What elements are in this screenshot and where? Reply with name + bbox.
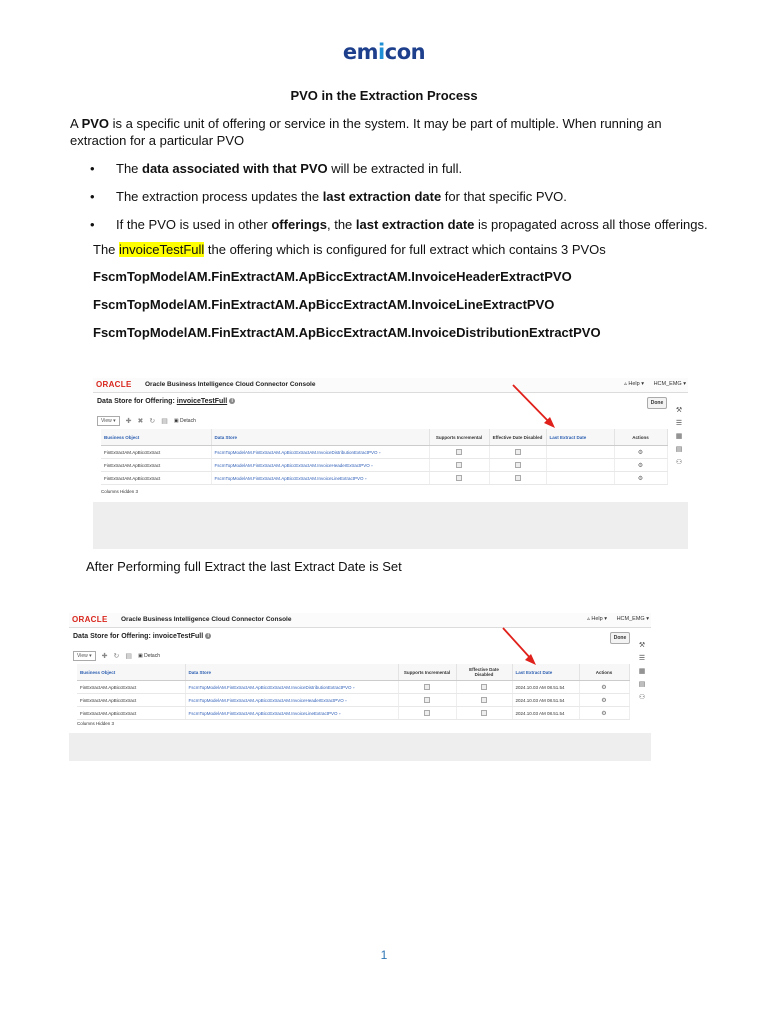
data-store-table [101,429,668,485]
data-store-link[interactable]: FscmTopModelAM.FinExtractAM.ApBiccExtractAM.InvoiceLineExtractPVO ▫ [185,707,398,720]
col-business-object[interactable]: Business Object [77,664,185,681]
table-row[interactable] [101,459,667,472]
effective-date-checkbox[interactable] [489,459,546,472]
data-store-title: Data Store for Offering: invoiceTestFull i [97,398,235,405]
supports-incremental-checkbox[interactable] [429,446,489,459]
side-rail [633,641,651,701]
columns-hidden-label: Columns Hidden 3 [77,721,115,726]
console-title: Oracle Business Intelligence Cloud Connector Console [145,381,316,388]
detach-button[interactable]: ▣ Detach [138,653,160,659]
effective-date-checkbox[interactable] [456,694,512,707]
col-supports-incremental: Supports Incremental [398,664,456,681]
table-row[interactable] [101,472,667,485]
supports-incremental-checkbox[interactable] [398,694,456,707]
table-row[interactable] [101,446,667,459]
clipboard-icon[interactable]: ▤ [675,446,683,453]
table-toolbar [73,651,160,661]
comment-icon[interactable]: ▫ [371,462,373,468]
columns-hidden-label: Columns Hidden 3 [101,489,139,494]
supports-incremental-checkbox[interactable] [429,472,489,485]
bullet-item: • The data associated with that PVO will be extracted in full. [90,161,463,176]
data-store-link[interactable]: FscmTopModelAM.FinExtractAM.ApBiccExtractAM.InvoiceHeaderExtractPVO ▫ [185,694,398,707]
col-supports-incremental: Supports Incremental [429,429,489,446]
clipboard-icon[interactable]: ▤ [638,681,646,688]
supports-incremental-checkbox[interactable] [398,707,456,720]
view-menu[interactable]: View ▾ [73,651,96,661]
business-object-cell: FinExtractAM.ApBiccExtract [77,694,185,707]
last-extract-date-cell [546,459,614,472]
hierarchy-icon[interactable]: ☰ [638,655,646,662]
last-extract-date-cell [546,472,614,485]
bullet-item: • The extraction process updates the last extraction date for that specific PVO. [90,189,567,204]
data-store-link[interactable]: FscmTopModelAM.FinExtractAM.ApBiccExtractAM.InvoiceDistributionExtractPVO ▫ [211,446,429,459]
page-number: 1 [380,948,388,962]
oracle-logo: ORACLE [96,380,132,389]
info-icon: i [229,398,235,404]
data-store-table [77,664,630,720]
business-object-cell: FinExtractAM.ApBiccExtract [77,681,185,694]
col-last-extract-date[interactable]: Last Extract Date [512,664,579,681]
emicon-logo: emicon [342,40,426,64]
caption: After Performing full Extract the last Extract Date is Set [86,559,402,574]
pvo-name: FscmTopModelAM.FinExtractAM.ApBiccExtractAM.InvoiceDistributionExtractPVO [93,325,601,340]
export-icon[interactable]: ▤ [161,418,168,425]
effective-date-checkbox[interactable] [489,472,546,485]
info-icon: i [205,633,211,639]
done-button[interactable]: Done [647,397,667,409]
table-row[interactable] [77,681,629,694]
effective-date-checkbox[interactable] [456,681,512,694]
bullet-item: • If the PVO is used in other offerings, the last extraction date is propagated across all those offerings. [90,217,708,232]
tools-icon[interactable]: ⚒ [638,642,646,649]
help-menu[interactable]: ▵ Help ▾ [587,616,607,622]
bottom-panel [69,733,651,761]
pvo-name: FscmTopModelAM.FinExtractAM.ApBiccExtractAM.InvoiceHeaderExtractPVO [93,269,572,284]
col-effective-date-disabled: Effective Date Disabled [489,429,546,446]
red-arrow [507,382,567,432]
done-button[interactable]: Done [610,632,630,644]
last-extract-date-cell: 2024.10.03 AM 08.51.54 [512,707,579,720]
actions-gear-icon[interactable]: ⚙ [579,681,629,694]
supports-incremental-checkbox[interactable] [398,681,456,694]
intro-paragraph: A PVO is a specific unit of offering or service in the system. It may be part of multiple. When running an extraction for a particular PVO [70,116,662,148]
col-actions: Actions [614,429,667,446]
offering-name: invoiceTestFull [152,633,204,640]
export-icon[interactable]: ▤ [125,653,133,660]
side-rail [670,406,688,466]
col-data-store[interactable]: Data Store [211,429,429,446]
view-menu[interactable]: View ▾ [97,416,120,426]
table-icon[interactable]: ▦ [638,668,646,675]
last-extract-date-cell: 2024.10.03 AM 08.51.54 [512,681,579,694]
console-screenshot-before [93,378,688,549]
comment-icon[interactable]: ▫ [338,710,341,716]
console-screenshot-after [69,613,651,761]
offering-line: The invoiceTestFull the offering which is configured for full extract which contains 3 PVOs [93,242,606,257]
effective-date-checkbox[interactable] [489,446,546,459]
refresh-icon[interactable]: ↻ [149,418,156,425]
bottom-panel [93,502,688,549]
users-icon[interactable]: ⚇ [675,459,683,466]
actions-gear-icon[interactable]: ⚙ [579,694,629,707]
user-menu[interactable]: HCM_EMG ▾ [653,381,686,387]
business-object-cell: FinExtractAM.ApBiccExtract [77,707,185,720]
console-header [69,613,651,628]
detach-button[interactable]: ▣ Detach [173,418,196,424]
table-row[interactable] [77,707,629,720]
col-data-store[interactable]: Data Store [185,664,398,681]
offering-name: invoiceTestFull [176,398,228,405]
comment-icon[interactable]: ▫ [378,449,381,455]
table-header-row [101,429,667,446]
console-header [93,378,688,393]
table-icon[interactable]: ▦ [675,433,683,440]
tools-icon[interactable]: ⚒ [675,407,683,414]
refresh-icon[interactable]: ↻ [113,653,120,660]
data-store-link[interactable]: FscmTopModelAM.FinExtractAM.ApBiccExtractAM.InvoiceHeaderExtractPVO ▫ [211,459,429,472]
hierarchy-icon[interactable]: ☰ [675,420,683,427]
red-arrow [497,625,547,669]
offering-highlight: invoiceTestFull [119,242,205,257]
business-object-cell: FinExtractAM.ApBiccExtract [101,446,211,459]
comment-icon[interactable]: ▫ [352,684,355,690]
user-menu[interactable]: HCM_EMG ▾ [616,616,649,622]
users-icon[interactable]: ⚇ [638,694,646,701]
oracle-logo: ORACLE [72,615,108,624]
data-store-link[interactable]: FscmTopModelAM.FinExtractAM.ApBiccExtractAM.InvoiceDistributionExtractPVO ▫ [185,681,398,694]
supports-incremental-checkbox[interactable] [429,459,489,472]
add-icon[interactable]: ✚ [125,418,132,425]
comment-icon[interactable]: ▫ [364,475,367,481]
add-icon[interactable]: ✚ [101,653,108,660]
col-actions: Actions [579,664,629,681]
last-extract-date-cell: 2024.10.03 AM 08.51.54 [512,694,579,707]
table-row[interactable] [77,694,629,707]
col-last-extract-date[interactable]: Last Extract Date [546,429,614,446]
business-object-cell: FinExtractAM.ApBiccExtract [101,459,211,472]
actions-gear-icon[interactable]: ⚙ [614,459,667,472]
col-effective-date-disabled: Effective Date Disabled [456,664,512,681]
table-toolbar [97,416,196,426]
business-object-cell: FinExtractAM.ApBiccExtract [101,472,211,485]
comment-icon[interactable]: ▫ [345,697,347,703]
delete-icon[interactable]: ✖ [137,418,144,425]
help-menu[interactable]: ▵ Help ▾ [624,381,644,387]
effective-date-checkbox[interactable] [456,707,512,720]
data-store-title: Data Store for Offering: invoiceTestFull i [73,633,211,640]
pvo-name: FscmTopModelAM.FinExtractAM.ApBiccExtractAM.InvoiceLineExtractPVO [93,297,555,312]
actions-gear-icon[interactable]: ⚙ [614,472,667,485]
document-title: PVO in the Extraction Process [290,88,478,103]
console-title: Oracle Business Intelligence Cloud Connector Console [121,616,292,623]
col-business-object[interactable]: Business Object [101,429,211,446]
actions-gear-icon[interactable]: ⚙ [614,446,667,459]
data-store-link[interactable]: FscmTopModelAM.FinExtractAM.ApBiccExtractAM.InvoiceLineExtractPVO ▫ [211,472,429,485]
actions-gear-icon[interactable]: ⚙ [579,707,629,720]
last-extract-date-cell [546,446,614,459]
